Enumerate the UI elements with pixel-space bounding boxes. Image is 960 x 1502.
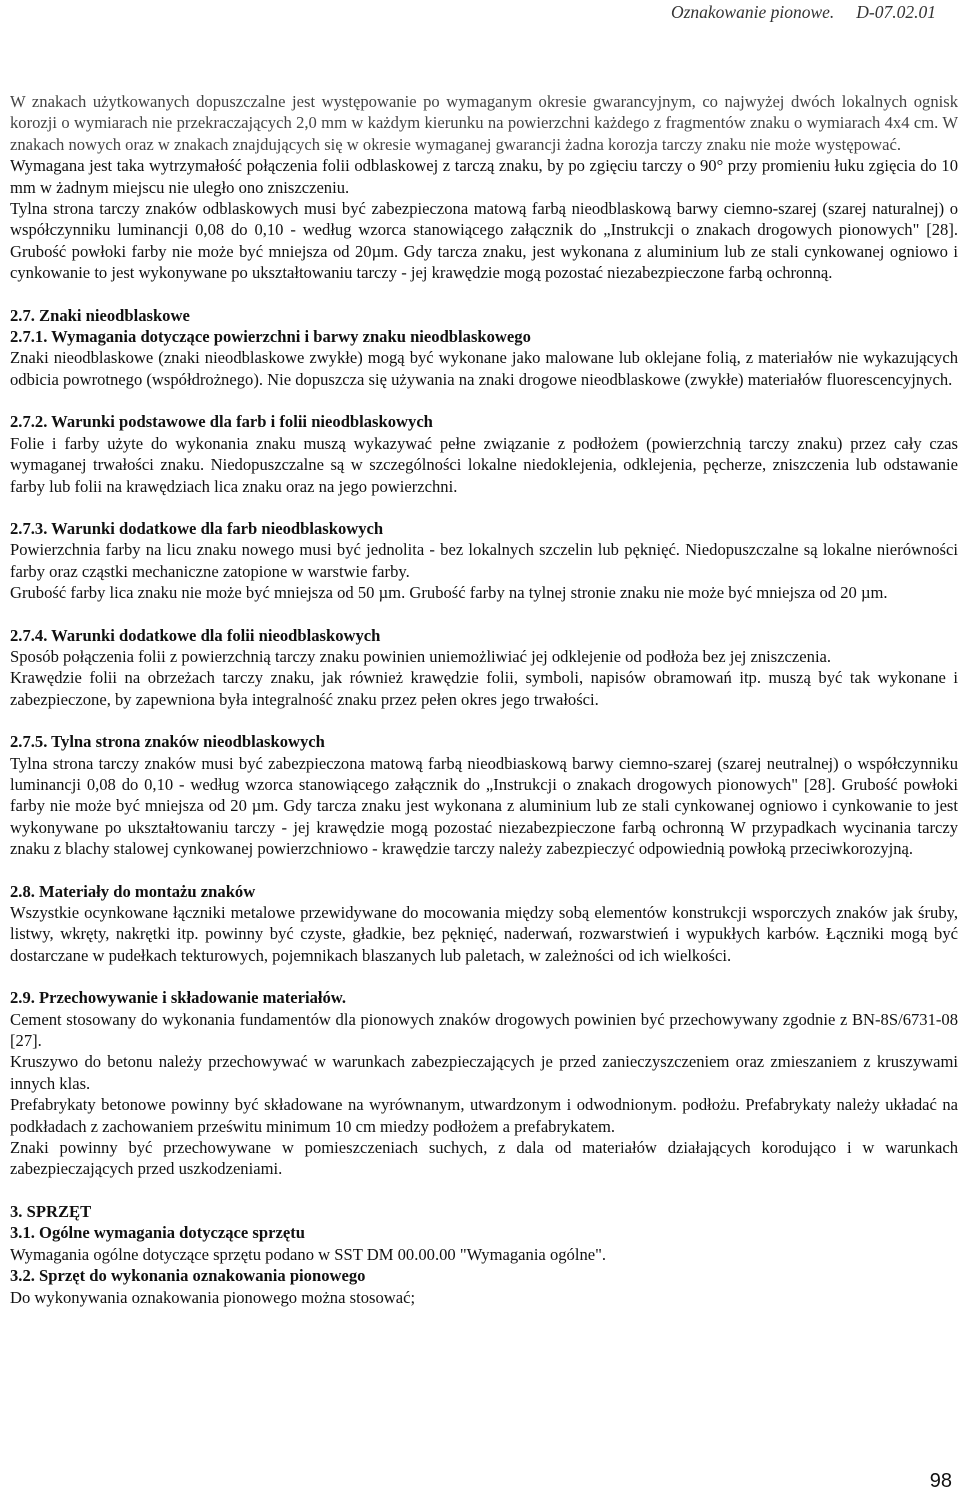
paragraph-2-7-3b: Grubość farby lica znaku nie może być mniejsza od 50 µm. Grubość farby na tylnej stronie znaku nie może być mniejsza od 20 µm.	[10, 583, 888, 603]
paragraph-3-2: Do wykonywania oznakowania pionowego można stosować;	[10, 1287, 416, 1307]
page-number: 98	[929, 1470, 952, 1492]
subsection-heading-2-7-4: 2.7.4. Warunki dodatkowe dla folii nieodblaskowych	[10, 625, 381, 645]
subsection-heading-3-2: 3.2. Sprzęt do wykonania oznakowania pionowego	[10, 1266, 366, 1286]
paragraph-2-7-2: Folie i farby użyte do wykonania znaku muszą wykazywać pełne związanie z podłożem (powierzchnią tarczy znaku) przez cały czas wymaganej trwałości znaku. Niedopuszczalne są w szczególności lokalne niedoklejenia, odklejenia, pęcherze, zniszczenia lub odstawanie farby lub folii na krawędziach lica znaku oraz na jego powierzchni.	[10, 433, 958, 496]
paragraph-2-7-1: Znaki nieodblaskowe (znaki nieodblaskowe zwykłe) mogą być wykonane jako malowane lub oklejane folią, z materiałów nie wykazujących odbicia powrotnego (współdrożnego). Nie dopuszcza się używania na znaki drogowe nieodblaskowe (zwykłe) materiałów fluorescencyjnych.	[10, 348, 958, 389]
page-header	[671, 2, 936, 23]
paragraph-3-1: Wymagania ogólne dotyczące sprzętu podano w SST DM 00.00.00 "Wymagania ogólne".	[10, 1244, 607, 1264]
paragraph-2-8: Wszystkie ocynkowane łączniki metalowe przewidywane do mocowania między sobą elementów konstrukcji wsporczych znaków jak śruby, listwy, wkręty, nakrętki itp. powinny być czyste, gładkie, bez pęknięć, naderwań, rozwarstwień i wypukłych karbów. Łączniki mogą być dostarczane w pudełkach tekturowych, pojemnikach blaszanych lub paletach, w zależności od ich wielkości.	[10, 903, 958, 965]
paragraph-2-9-cement: Cement stosowany do wykonania fundamentów dla pionowych znaków drogowych powinien być przechowywany zgodnie z BN-8S/6731-08 [27].	[10, 1009, 958, 1051]
paragraph-2-7-4b: Krawędzie folii na obrzeżach tarczy znaku, jak również krawędzie folii, symboli, napisów obramowań itp. muszą być tak wykonane i zabezpieczone, by zapewniona była integralność znaku przez pełen okres jego trwałości.	[10, 668, 958, 709]
paragraph-corrosion: W znakach użytkowanych dopuszczalne jest występowanie po wymaganym okresie gwarancyjnym, co najwyżej dwóch lokalnych ognisk korozji o wymiarach nie przekraczających 2,0 mm w każdym kierunku na powierzchni każdego z fragmentów znaku o wymiarach 4x4 cm. W znakach nowych oraz w znakach znajdujących się w okresie wymaganej gwarancji żadna korozja tarczy znaku nie może występować.	[10, 92, 958, 154]
section-heading-2-8: 2.8. Materiały do montażu znaków	[10, 881, 256, 901]
section-heading-3: 3. SPRZĘT	[10, 1201, 92, 1221]
document-title: Oznakowanie pionowe.	[670, 2, 835, 22]
paragraph-2-9-aggregate: Kruszywo do betonu należy przechowywać w warunkach zabezpieczających je przed zanieczyszczeniem oraz zmieszaniem z kruszywami innych klas.	[10, 1052, 958, 1093]
paragraph-2-7-4a: Sposób połączenia folii z powierzchnią tarczy znaku powinien uniemożliwiać jej odklejenie od podłoża bez jej zniszczenia.	[10, 646, 832, 666]
section-heading-2-9: 2.9. Przechowywanie i składowanie materiałów.	[10, 988, 346, 1008]
subsection-heading-2-7-2: 2.7.2. Warunki podstawowe dla farb i folii nieodblaskowych	[10, 412, 433, 432]
document-body	[10, 91, 958, 1308]
section-heading-2-7: 2.7. Znaki nieodblaskowe	[10, 305, 190, 325]
subsection-heading-2-7-1: 2.7.1. Wymagania dotyczące powierzchni i barwy znaku nieodblaskowego	[10, 327, 531, 347]
paragraph-2-9-prefabricates: Prefabrykaty betonowe powinny być składowane na wyrównanym, utwardzonym i odwodnionym. podłożu. Prefabrykaty należy układać na podkładach z zachowaniem prześwitu minimum 10 cm miedzy podłożem a prefabrykatem.	[10, 1095, 958, 1136]
paragraph-2-9-signs: Znaki powinny być przechowywane w pomieszczeniach suchych, z dala od materiałów działających korodująco i w warunkach zabezpieczających przed uszkodzeniami.	[10, 1138, 958, 1179]
paragraph-bending-strength: Wymagana jest taka wytrzymałość połączenia folii odblaskowej z tarczą znaku, by po zgięciu tarczy o 90° przy promieniu łuku zgięcia do 10 mm w żadnym miejscu nie uległo ono zniszczeniu.	[10, 156, 958, 197]
paragraph-2-7-3a: Powierzchnia farby na licu znaku nowego musi być jednolita - bez lokalnych szczelin lub pęknięć. Niedopuszczalne są lokalne nierówności farby oraz cząstki mechaniczne zatopione w warstwie farby.	[10, 540, 958, 581]
paragraph-back-side-reflective: Tylna strona tarczy znaków odblaskowych musi być zabezpieczona matową farbą nieodblaskową barwy ciemno-szarej (szarej naturalnej) o współczynniku luminancji 0,08 do 0,10 - według wzorca stanowiącego załącznik do „Instrukcji o znakach drogowych pionowych" [28]. Grubość powłoki farby nie może być mniejsza od 20µm. Gdy tarcza znaku, jest wykonana z aluminium lub ze stali cynkowanej ogniowo i cynkowanie to jest wykonywane po ukształtowaniu tarczy - jej krawędzie mogą pozostać niezabezpieczone farbą ochronną.	[10, 199, 958, 283]
subsection-heading-3-1: 3.1. Ogólne wymagania dotyczące sprzętu	[10, 1223, 305, 1243]
subsection-heading-2-7-5: 2.7.5. Tylna strona znaków nieodblaskowych	[10, 732, 325, 752]
paragraph-2-7-5: Tylna strona tarczy znaków musi być zabezpieczona matową farbą nieodbiaskową barwy ciemno-szarej (szarej neutralnej) o współczynniku luminancji 0,08 do 0,10 - według wzorca stanowiącego załącznik do „Instrukcji o znakach drogowych pionowych" [28]. Grubość powłoki farby nie może być mniejsza od 20 µm. Gdy tarcza znaku jest wykonana z aluminium lub ze stali cynkowanej ogniowo i cynkowanie to jest wykonywane po ukształtowaniu tarczy - jej krawędzie mogą pozostać niezabezpieczone farbą ochronną W przypadkach wycinania tarczy znaku z blachy stalowej cynkowanej powierzchniowo - krawędzie tarczy należy zabezpieczyć odpowiednią powłoką przeciwkorozyjną.	[10, 753, 958, 859]
subsection-heading-2-7-3: 2.7.3. Warunki dodatkowe dla farb nieodblaskowych	[10, 518, 384, 538]
document-code: D-07.02.01	[856, 2, 936, 22]
